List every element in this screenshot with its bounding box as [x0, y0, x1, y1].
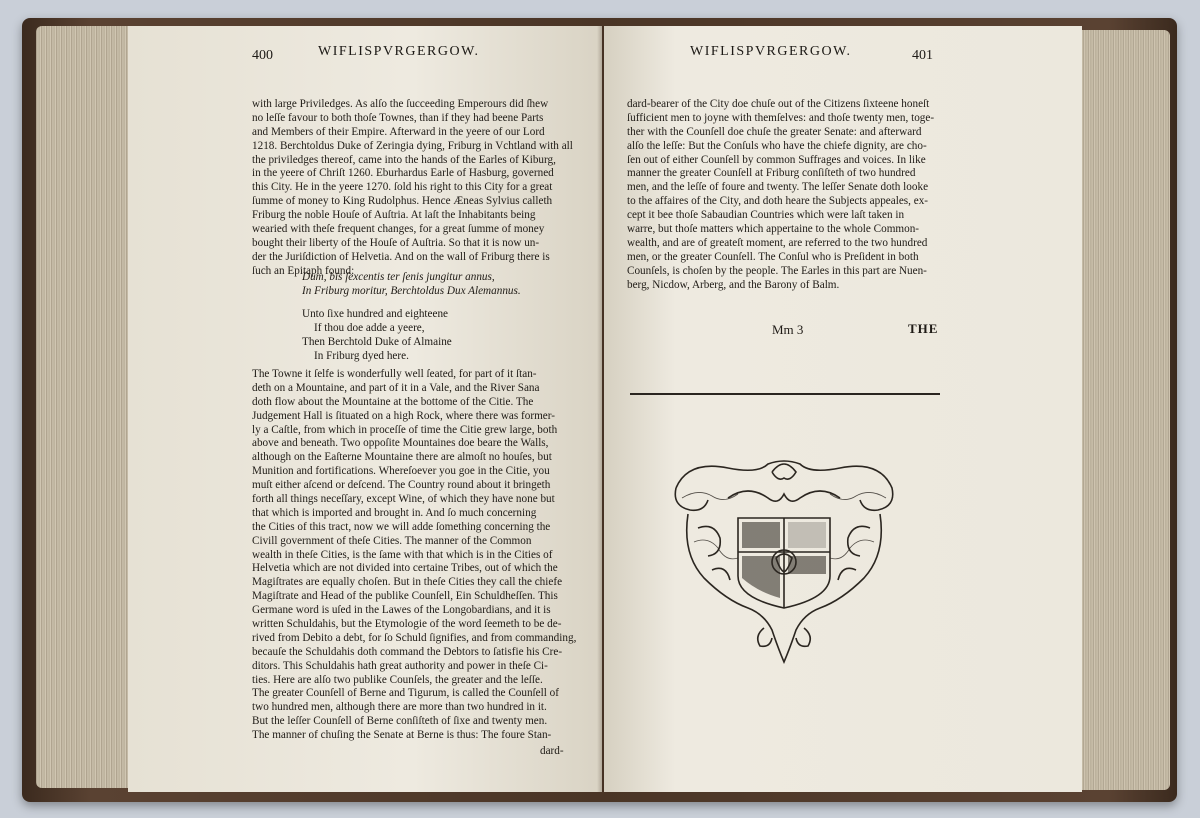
left-page-number: 400 — [252, 48, 273, 63]
text-line: The greater Counſell of Berne and Tigurum, is called the Counſell of — [252, 687, 559, 700]
text-line: ly a Caſtle, from which in proceſſe of time the Citie grew large, both — [252, 423, 558, 436]
text-line: Civill government of theſe Cities. The manner of the Common — [252, 534, 532, 547]
left-page-edges — [36, 26, 140, 788]
left-paragraph-2 — [252, 368, 576, 743]
latin-epitaph — [302, 271, 521, 299]
text-line: ſen out of either Counſell by common Suffrages and voices. In like — [627, 153, 926, 166]
text-line: two hundred men, although there are more than two hundred in it. — [252, 701, 547, 714]
right-running-head: WIFLISPVRGERGOW. — [690, 44, 852, 59]
text-line: But the leſſer Counſell of Berne conſiſteth of ſixe and twenty men. — [252, 715, 548, 728]
text-line: although on the Eaſterne Mountaine there are almoſt no houſes, but — [252, 451, 552, 464]
text-line: in the yeere of Chriſt 1260. Eburhardus Earle of Hasburg, governed — [252, 167, 554, 180]
text-line: this City. He in the yeere 1270. ſold his right to this City for a great — [252, 181, 553, 194]
text-line: the priviledges thereof, came into the hands of the Earles of Kiburg, — [252, 153, 556, 166]
text-line: above and beneath. Two oppoſite Mountaines doe beare the Walls, — [252, 437, 549, 450]
text-line: written Schuldahis, but the Etymologie of the word ſeemeth to be de- — [252, 618, 562, 631]
text-line: men, and the leſſe of foure and twenty. The leſſer Senate doth looke — [627, 181, 929, 194]
text-line: berg, Nicdow, Arberg, and the Barony of Balm. — [627, 278, 840, 291]
text-line: Friburg the noble Houſe of Auſtria. At laſt the Inhabitants being — [252, 209, 536, 222]
text-line: the Cities of this tract, now we will adde ſomething concerning the — [252, 520, 551, 533]
left-paragraph-1 — [252, 98, 573, 279]
text-line: 1218. Berchtoldus Duke of Zeringia dying, Friburg in Vchtland with all — [252, 139, 573, 152]
text-line: ſuch an Epitaph found: — [252, 264, 355, 277]
right-catchword: THE — [908, 321, 939, 336]
english-epitaph — [302, 308, 452, 364]
text-line: ſumme of money to King Rudolphus. Hence Æneas Sylvius calleth — [252, 195, 553, 208]
text-line: dard-bearer of the City doe chuſe out of the Citizens ſixteene honeſt — [627, 98, 930, 110]
text-line: The Towne it ſelfe is wonderfully well ſeated, for part of it ſtan- — [252, 368, 537, 380]
text-line: ties. Here are alſo two publike Counſels, the greater and the leſſe. — [252, 673, 543, 686]
text-line: der the Juriſdiction of Helvetia. And on the wall of Friburg there is — [252, 250, 550, 263]
woodcut-ornament — [668, 458, 900, 668]
text-line: Helvetia which are not divided into certaine Tribes, out of which the — [252, 562, 558, 575]
text-line: doth flow about the Mountaine at the bottome of the Citie. The — [252, 395, 534, 408]
right-page-number: 401 — [912, 48, 933, 63]
text-line: Magiſtrates are equally choſen. But in theſe Cities they call the chiefe — [252, 576, 563, 589]
right-paragraph-1 — [627, 98, 934, 292]
verse-line: In Friburg dyed here. — [314, 349, 409, 362]
text-line: and Members of their Empire. Afterward in the yeere of our Lord — [252, 125, 545, 138]
text-line: wealth in theſe Cities, is the ſame with that which is in the Cities of — [252, 548, 553, 561]
text-line: wearied with theſe frequent changes, for a great ſumme of money — [252, 223, 545, 236]
text-line: wealth, and are of greateſt moment, are referred to the two hundred — [627, 236, 928, 249]
horizontal-rule — [630, 393, 940, 395]
verse-line: If thou doe adde a yeere, — [314, 321, 425, 334]
text-line: to the affaires of the City, and doth heare the Subjects appeales, ex- — [627, 195, 929, 208]
text-line: ſufficient men to joyne with themſelves: and thoſe twenty men, toge- — [627, 111, 935, 124]
text-line: rived from Debito a debt, for ſo Schuld ſignifies, and from commanding, — [252, 631, 577, 644]
text-line: forth all things neceſſary, except Wine, of which they have none but — [252, 493, 555, 506]
text-line: Counſels, is choſen by the people. The Earles in this part are Nuen- — [627, 264, 927, 277]
verse-line: Dum, bis ſexcentis ter ſenis jungitur annus, — [302, 271, 495, 283]
text-line: ditors. This Schuldahis hath great authority and power in theſe Ci- — [252, 659, 548, 672]
text-line: manner the greater Counſell at Friburg conſiſteth of two hundred — [627, 167, 916, 180]
text-line: Germane word is uſed in the Lawes of the Longobardians, and it is — [252, 604, 551, 617]
verse-line: In Friburg moritur, Berchtoldus Dux Alemannus. — [302, 284, 521, 297]
right-page-edges — [1074, 30, 1170, 790]
text-line: Magiſtrate and Head of the publike Counſell, Ein Schuldheſſen. This — [252, 590, 558, 603]
left-running-head: WIFLISPVRGERGOW. — [318, 44, 480, 59]
text-line: that which is imported and brought in. And ſo much concerning — [252, 506, 537, 519]
text-line: warre, but thoſe matters which appertaine to the whole Common- — [627, 223, 920, 236]
signature-mark: Mm 3 — [772, 322, 804, 337]
text-line: bought their liberty of the Houſe of Auſtria. So that it is now un- — [252, 236, 540, 249]
verse-line: Then Berchtold Duke of Almaine — [302, 335, 452, 348]
text-line: ther with the Counſell doe chuſe the greater Senate: and afterward — [627, 125, 922, 138]
text-line: Judgement Hall is ſituated on a high Rock, where there was former- — [252, 409, 555, 422]
text-line: with large Priviledges. As alſo the ſucceeding Emperours did ſhew — [252, 98, 549, 110]
text-line: becauſe the Schuldahis doth command the Debtors to ſatisfie his Cre- — [252, 645, 563, 658]
text-line: The manner of chuſing the Senate at Berne is thus: The foure Stan- — [252, 729, 552, 742]
verse-line: Unto ſixe hundred and eighteene — [302, 308, 449, 320]
text-line: deth on a Mountaine, and part of it in a Vale, and the River Sana — [252, 381, 540, 394]
text-line: Munition and fortifications. Whereſoever you goe in the Citie, you — [252, 465, 550, 478]
text-line: alſo the leſſe: But the Conſuls who have the chiefe dignity, are cho- — [627, 139, 927, 152]
text-line: men, or the greater Counſell. The Conſul who is Preſident in both — [627, 250, 919, 263]
left-catchword: dard- — [540, 745, 564, 757]
text-line: no leſſe favour to both thoſe Townes, than if they had beene Parts — [252, 111, 544, 124]
text-line: cept it bee thoſe Sabaudian Countries which were laſt taken in — [627, 209, 905, 222]
text-line: muſt either aſcend or deſcend. The Country round about it bringeth — [252, 479, 551, 492]
